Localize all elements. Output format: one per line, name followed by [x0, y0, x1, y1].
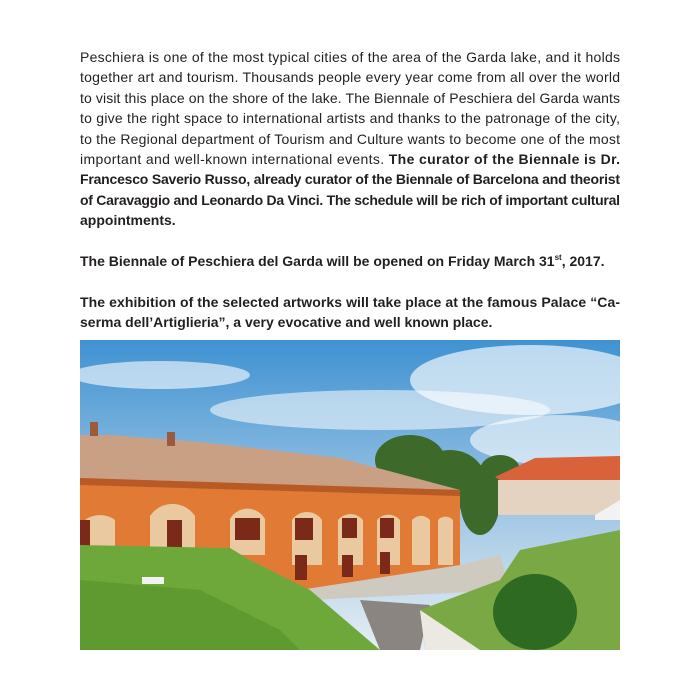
- paragraph-text: important and well-known international events.: [80, 151, 389, 168]
- ordinal-suffix: st: [554, 253, 562, 263]
- curator-line: appointments.: [80, 212, 176, 229]
- curator-line: Francesco Saverio Russo, already curator of the Biennale of Barcelona and theorist: [80, 171, 620, 188]
- caserma-artiglieria-photo: [80, 340, 620, 650]
- curator-line: of Caravaggio and Leonardo Da Vinci. The schedule will be rich of important cultural: [80, 191, 620, 208]
- paragraph-line: to visit this place on the shore of the lake. The Biennale of Peschiera del Garda wants: [80, 89, 621, 106]
- opening-text: The Biennale of Peschiera del Garda will be opened on Friday March 31: [80, 253, 555, 270]
- document-body: [80, 47, 620, 333]
- opening-year: , 2017.: [561, 253, 605, 270]
- bush: [493, 574, 577, 650]
- exhibition-line: serma dell’Artiglieria”, a very evocative and well known place.: [80, 314, 493, 331]
- opening-date: [80, 251, 620, 271]
- paragraph-line: [80, 149, 620, 169]
- paragraph-line: to the Regional department of Tourism and Culture wants to become one of the most: [80, 130, 621, 147]
- paragraph-line: together art and tourism. Thousands people every year come from all over the world: [80, 69, 621, 86]
- paragraph-line: Peschiera is one of the most typical cities of the area of the Garda lake, and it holds: [80, 49, 621, 65]
- paragraph-line: to give the right space to international artists and thanks to the patronage of the city,: [80, 110, 621, 127]
- exhibition-line: The exhibition of the selected artworks will take place at the famous Palace “Ca-: [80, 293, 621, 310]
- curator-text: The curator of the Biennale is Dr.: [388, 151, 621, 168]
